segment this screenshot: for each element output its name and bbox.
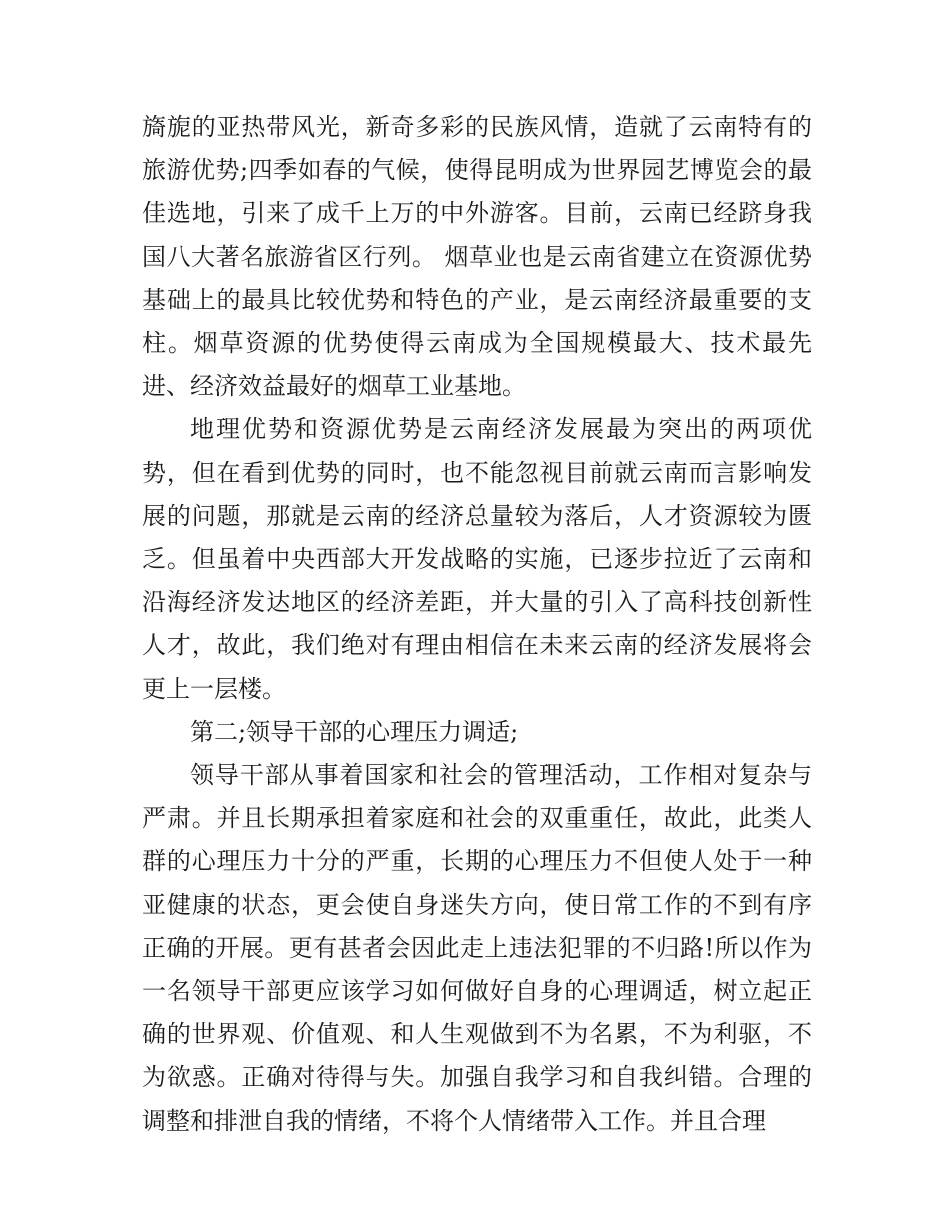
paragraph-geographic-advantages: 地理优势和资源优势是云南经济发展最为突出的两项优势，但在看到优势的同时，也不能忽视目前就云南而言影响发展的问题，那就是云南的经济总量较为落后，人才资源较为匮乏。但虽着中央西部大开发战略的实施，已逐步拉近了云南和沿海经济发达地区的经济差距，并大量的引入了高科技创新性人才，故此，我们绝对有理由相信在未来云南的经济发展将会更上一层楼。: [142, 415, 812, 703]
paragraph-cadre-pressure: 领导干部从事着国家和社会的管理活动，工作相对复杂与严肃。并且长期承担着家庭和社会的双重重任，故此，此类人群的心理压力十分的严重，长期的心理压力不但使人处于一种亚健康的状态，更会使自身迷失方向，使日常工作的不到有序正确的开展。更有甚者会因此走上违法犯罪的不归路!所以作为一名领导干部更应该学习如何做好自身的心理调适，树立起正确的世界观、价值观、和人生观做到不为名累，不为利驱，不为欲惑。正确对待得与失。加强自我学习和自我纠错。合理的调整和排泄自我的情绪，不将个人情绪带入工作。并且合理: [142, 761, 812, 1135]
document-body: [142, 106, 812, 1143]
section-heading-psychological-pressure: 第二;领导干部的心理压力调适;: [190, 717, 519, 746]
paragraph-tourism-tobacco: 旖旎的亚热带风光，新奇多彩的民族风情，造就了云南特有的旅游优势;四季如春的气候，使得昆明成为世界园艺博览会的最佳选地，引来了成千上万的中外游客。目前，云南已经跻身我国八大著名旅游省区行列。 烟草业也是云南省建立在资源优势基础上的最具比较优势和特色的产业，是云南经济最重要的支柱。烟草资源的优势使得云南成为全国规模最大、技术最先进、经济效益最好的烟草工业基地。: [142, 113, 812, 401]
